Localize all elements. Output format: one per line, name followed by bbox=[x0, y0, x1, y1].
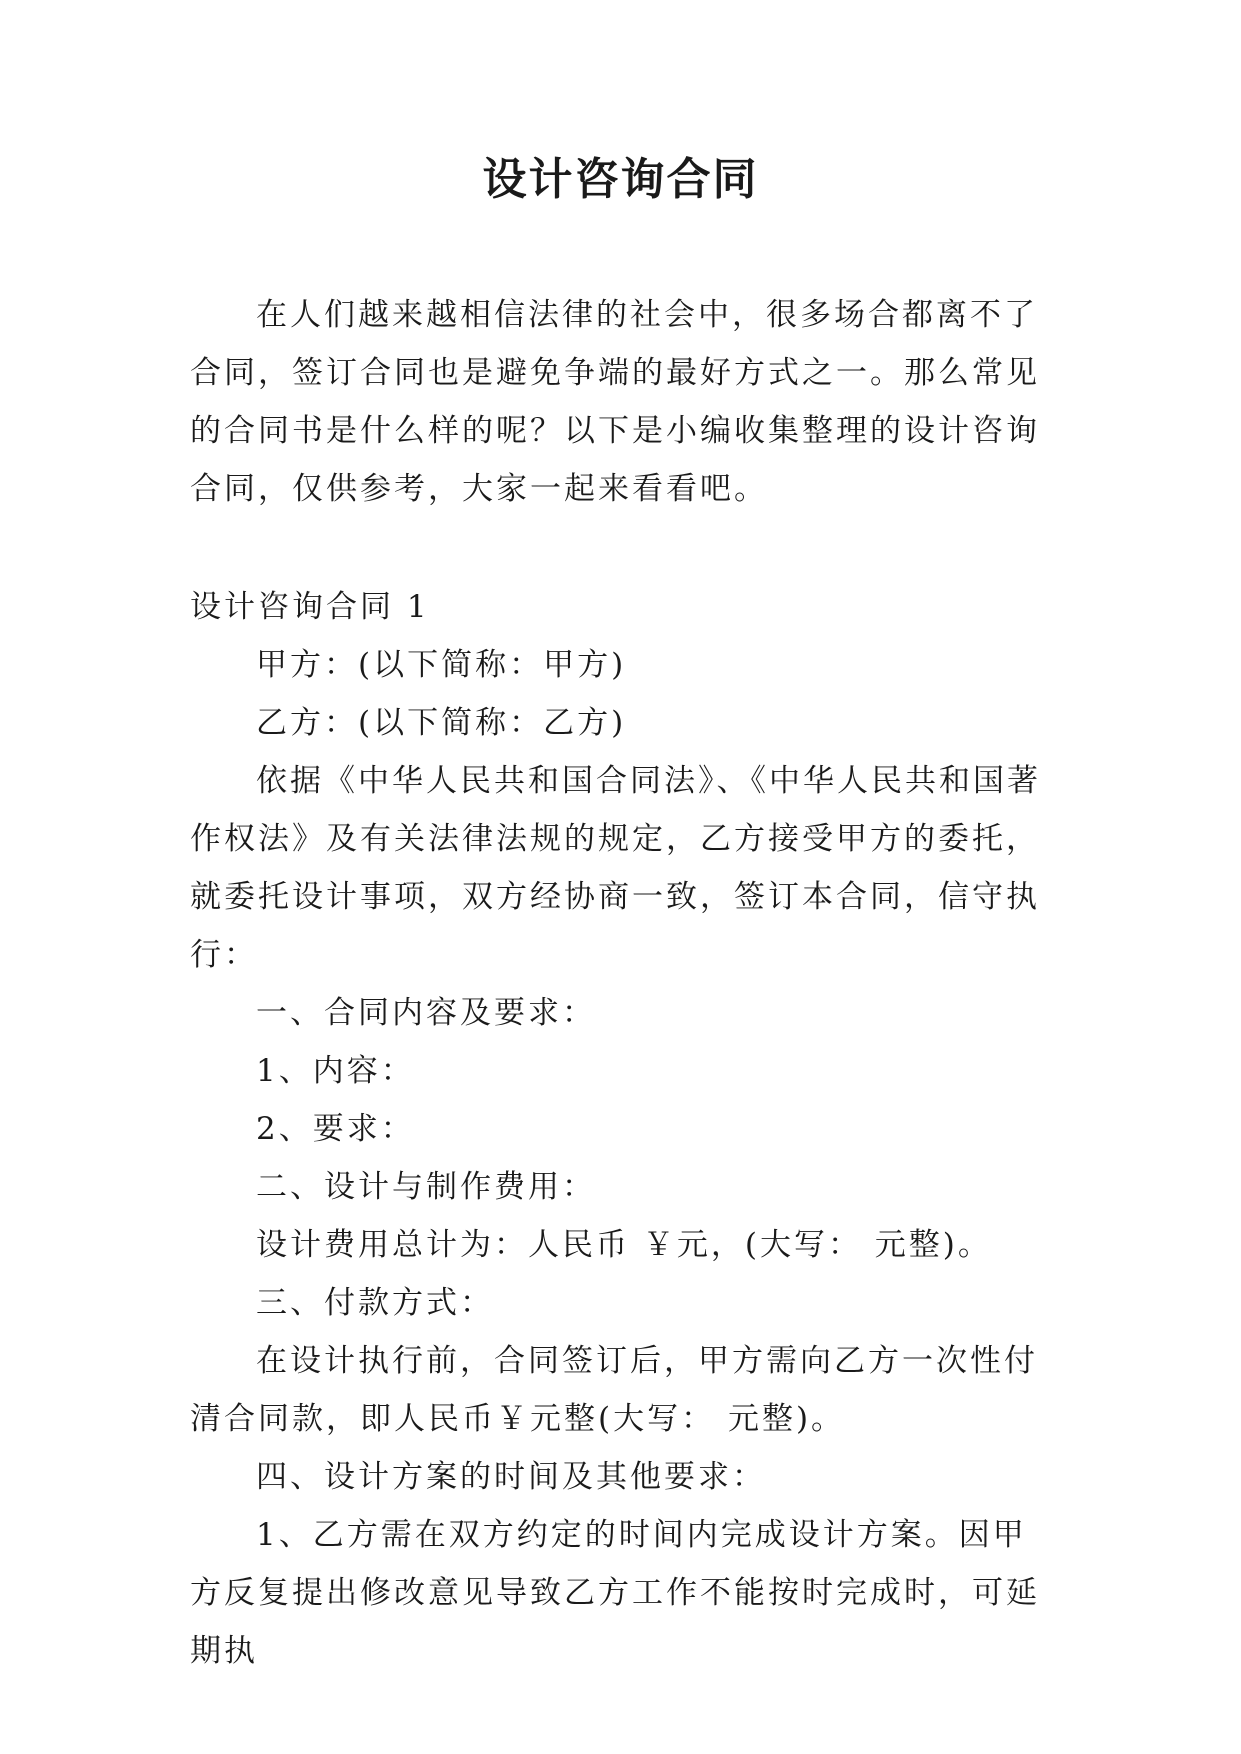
section-heading: 设计咨询合同 1 bbox=[190, 589, 430, 625]
fee-total-line: 设计费用总计为：人民币 ￥元，(大写： 元整)。 bbox=[256, 1227, 992, 1263]
clause-item-requirements: 2、要求： bbox=[256, 1111, 415, 1147]
clause-item-content: 1、内容： bbox=[256, 1053, 415, 1089]
clause-heading-payment: 三、付款方式： bbox=[256, 1285, 494, 1321]
payment-paragraph: 在设计执行前，合同签订后，甲方需向乙方一次性付清合同款，即人民币￥元整(大写： 元整)。 bbox=[190, 1343, 1038, 1437]
intro-paragraph: 在人们越来越相信法律的社会中，很多场合都离不了合同，签订合同也是避免争端的最好方式之一。那么常见的合同书是什么样的呢？以下是小编收集整理的设计咨询合同，仅供参考，大家一起来看看吧。 bbox=[190, 297, 1040, 507]
contract-section bbox=[190, 578, 1055, 1680]
party-b-line: 乙方：(以下简称：乙方) bbox=[256, 705, 627, 741]
schedule-paragraph: 1、乙方需在双方约定的时间内完成设计方案。因甲方反复提出修改意见导致乙方工作不能按时完成时，可延期执 bbox=[190, 1517, 1040, 1669]
document-title: 设计咨询合同 bbox=[482, 154, 759, 205]
legal-basis-paragraph: 依据《中华人民共和国合同法》、《中华人民共和国著作权法》及有关法律法规的规定，乙方接受甲方的委托，就委托设计事项，双方经协商一致，签订本合同，信守执行： bbox=[190, 763, 1041, 973]
party-a-line: 甲方：(以下简称：甲方) bbox=[256, 647, 627, 683]
clause-heading-content: 一、合同内容及要求： bbox=[256, 995, 596, 1031]
clause-heading-fees: 二、设计与制作费用： bbox=[256, 1169, 596, 1205]
clause-heading-schedule: 四、设计方案的时间及其他要求： bbox=[256, 1459, 766, 1495]
